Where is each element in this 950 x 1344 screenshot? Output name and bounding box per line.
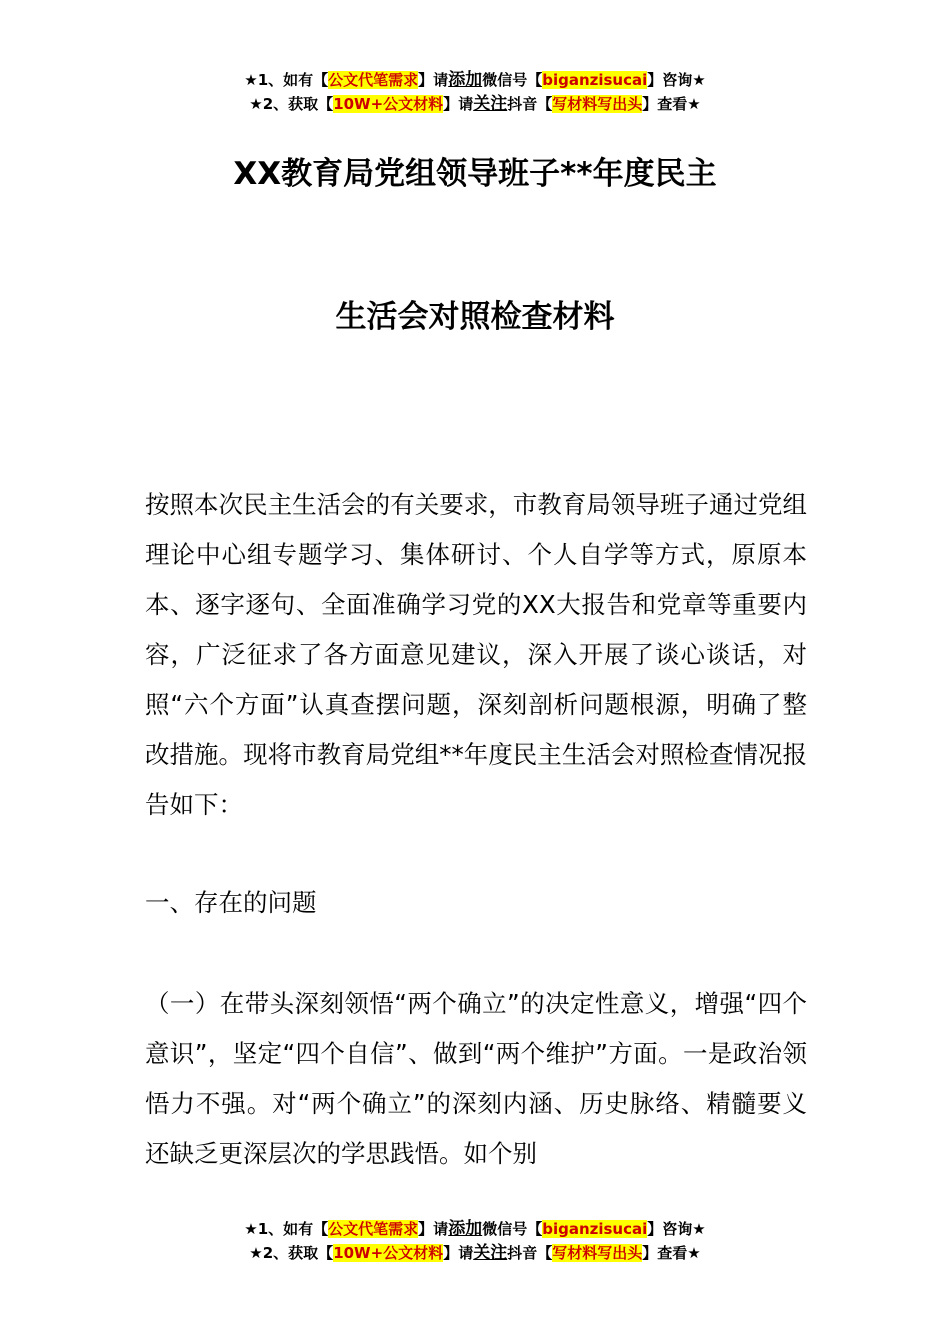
banner-text: 微信号【 <box>482 1220 543 1238</box>
banner-text: 】请 <box>443 1244 474 1262</box>
banner-highlight: biganzisucai <box>542 71 648 89</box>
bottom-banner <box>0 1217 950 1265</box>
banner-highlight: 公文代笔需求 <box>328 71 419 89</box>
banner-text: 】咨询★ <box>647 71 706 89</box>
banner-highlight: biganzisucai <box>542 1220 648 1238</box>
banner-line-2 <box>0 92 950 116</box>
banner-line-1 <box>0 1217 950 1241</box>
banner-emphasis: 关注 <box>473 94 508 114</box>
document-title-line-1: XX教育局党组领导班子**年度民主 <box>233 156 717 192</box>
banner-highlight: 写材料写出头 <box>552 95 643 113</box>
banner-text: 】咨询★ <box>647 1220 706 1238</box>
banner-text: 抖音【 <box>507 95 553 113</box>
banner-emphasis: 添加 <box>448 1219 483 1239</box>
banner-line-1 <box>0 68 950 92</box>
section-heading: 一、存在的问题 <box>145 888 317 917</box>
banner-emphasis: 关注 <box>473 1243 508 1263</box>
body-paragraph: （一）在带头深刻领悟“两个确立”的决定性意义，增强“四个意识”，坚定“四个自信”、做到“两个维护”方面。一是政治领悟力不强。对“两个确立”的深刻内涵、历史脉络、精髓要义还缺乏更深层次的学思践悟。如个别 <box>145 989 807 1168</box>
banner-highlight: 公文代笔需求 <box>328 1220 419 1238</box>
banner-highlight: 10W+公文材料 <box>333 1244 444 1262</box>
banner-text: 】查看★ <box>642 95 701 113</box>
banner-text: 抖音【 <box>507 1244 553 1262</box>
banner-emphasis: 添加 <box>448 70 483 90</box>
intro-paragraph: 按照本次民主生活会的有关要求，市教育局领导班子通过党组理论中心组专题学习、集体研讨、个人自学等方式，原原本本、逐字逐句、全面准确学习党的XX大报告和党章等重要内容，广泛征求了各方面意见建议，深入开展了谈心谈话，对照“六个方面”认真查摆问题，深刻剖析问题根源，明确了整改措施。现将市教育局党组**年度民主生活会对照检查情况报告如下： <box>145 490 807 819</box>
banner-highlight: 写材料写出头 <box>552 1244 643 1262</box>
banner-text: 】请 <box>443 95 474 113</box>
top-banner <box>0 68 950 116</box>
banner-text: 】请 <box>418 1220 449 1238</box>
banner-text: 】请 <box>418 71 449 89</box>
banner-highlight: 10W+公文材料 <box>333 95 444 113</box>
banner-text: 】查看★ <box>642 1244 701 1262</box>
banner-text: ★2、获取【 <box>249 1244 334 1262</box>
document-title-line-2: 生活会对照检查材料 <box>335 299 615 335</box>
banner-text: ★1、如有【 <box>244 71 329 89</box>
banner-text: 微信号【 <box>482 71 543 89</box>
banner-text: ★2、获取【 <box>249 95 334 113</box>
banner-text: ★1、如有【 <box>244 1220 329 1238</box>
banner-line-2 <box>0 1241 950 1265</box>
